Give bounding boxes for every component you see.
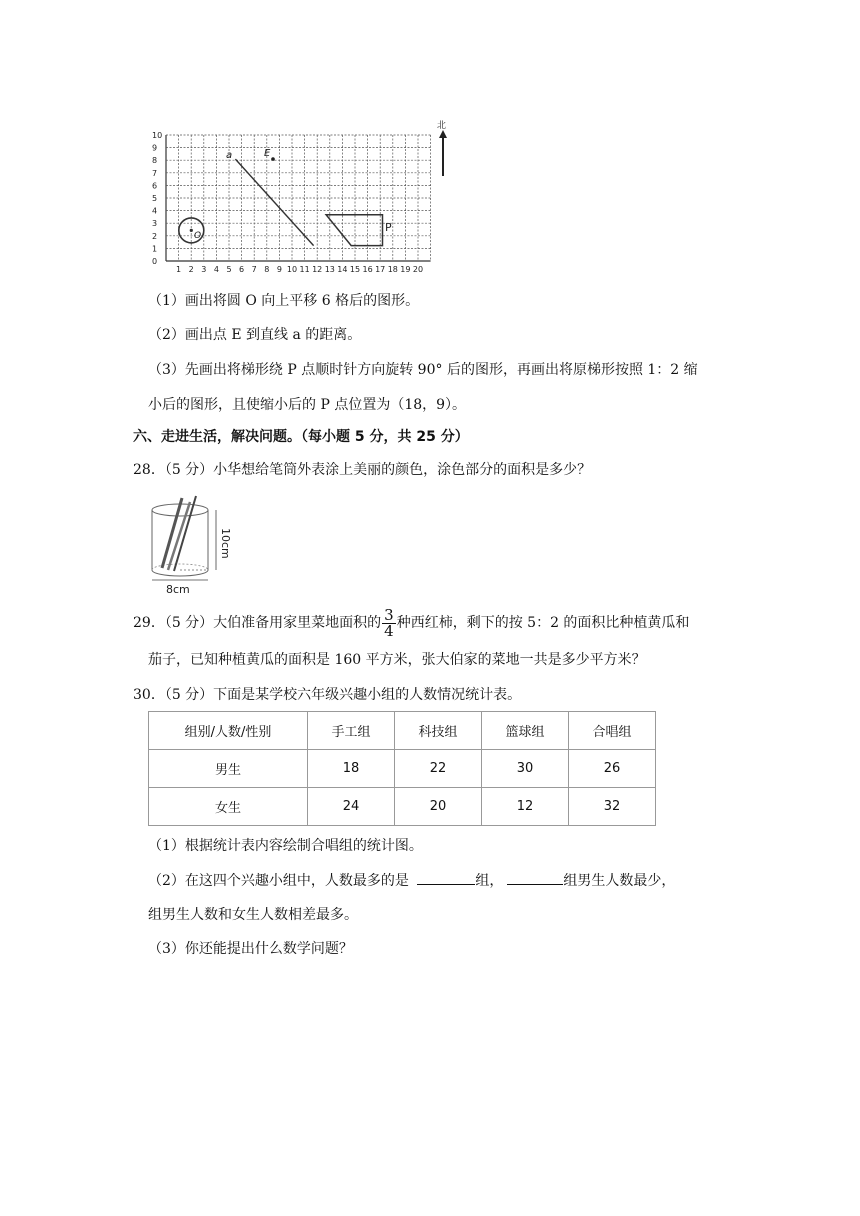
table-cell: 30 (482, 750, 569, 788)
q30-item-2-part-b: 组， (475, 873, 504, 889)
q29-text-before: 29．（5 分）大伯准备用家里菜地面积的 (133, 615, 382, 631)
x-tick-label: 9 (276, 265, 282, 274)
x-tick-label: 3 (201, 265, 207, 274)
interest-group-stats-table (148, 711, 656, 826)
grid-lines (166, 135, 431, 261)
table-cell: 26 (569, 750, 656, 788)
north-arrow-head (439, 130, 447, 138)
y-tick-label: 1 (152, 244, 158, 254)
point-e-dot (271, 157, 275, 161)
q30-item-2 (148, 870, 675, 891)
answer-blank-1[interactable] (417, 870, 475, 885)
x-tick-label: 14 (337, 265, 348, 274)
x-tick-label: 20 (412, 265, 424, 274)
y-tick-label: 9 (152, 143, 158, 153)
table-cell: 20 (395, 788, 482, 826)
x-tick-label: 10 (286, 265, 298, 274)
table-cell: 男生 (149, 750, 308, 788)
q30-item-2-part-c: 组男生人数最少， (563, 873, 676, 889)
y-tick-label: 6 (152, 181, 158, 191)
label-p: P (385, 221, 392, 234)
trapezoid (326, 215, 382, 246)
x-tick-label: 19 (400, 265, 411, 274)
table-cell: 24 (308, 788, 395, 826)
x-tick-label: 16 (362, 265, 373, 274)
y-tick-label: 8 (152, 156, 158, 166)
y-tick-label: 3 (152, 219, 158, 229)
table-header-cell: 篮球组 (482, 712, 569, 750)
pen-holder-figure (146, 492, 234, 598)
x-tick-label: 11 (299, 265, 310, 274)
q29-line-2: 茄子，已知种植黄瓜的面积是 160 平方米，张大伯家的菜地一共是多少平方米？ (148, 652, 646, 668)
table-cell: 22 (395, 750, 482, 788)
q27-item-3-cont: 小后的图形，且使缩小后的 P 点位置为（18，9）。 (148, 397, 467, 413)
x-tick-label: 2 (188, 265, 194, 274)
x-tick-label: 12 (312, 265, 323, 274)
x-tick-label: 6 (239, 265, 245, 274)
table-cell: 女生 (149, 788, 308, 826)
q29-text-after: 种西红柿，剩下的按 5：2 的面积比种植黄瓜和 (396, 615, 690, 631)
table-header-cell: 合唱组 (569, 712, 656, 750)
label-o: O (194, 231, 202, 241)
table-cell: 32 (569, 788, 656, 826)
q28-text: 28．（5 分）小华想给笔筒外表涂上美丽的颜色，涂色部分的面积是多少？ (133, 462, 592, 478)
y-tick-label: 5 (152, 194, 158, 203)
section-6-title: 六、走进生活，解决问题。（每小题 5 分，共 25 分） (133, 429, 469, 445)
q30-item-1: （1）根据统计表内容绘制合唱组的统计图。 (148, 838, 423, 854)
x-tick-label: 5 (226, 265, 232, 274)
table-header-cell: 组别/人数/性别 (149, 712, 308, 750)
fraction-denominator: 4 (384, 621, 394, 640)
y-axis-ticks (152, 131, 162, 266)
q27-item-1: （1）画出将圆 O 向上平移 6 格后的图形。 (148, 293, 420, 309)
fraction-numerator: 3 (384, 605, 394, 624)
table-row (149, 750, 656, 788)
x-tick-label: 13 (324, 265, 335, 274)
x-tick-label: 15 (349, 265, 361, 274)
center-o-dot (190, 229, 193, 232)
width-label: 8cm (166, 583, 190, 596)
x-tick-label: 8 (264, 265, 270, 274)
cylinder-bottom (152, 570, 208, 576)
label-e: E (264, 148, 271, 159)
north-label: 北 (437, 121, 447, 131)
x-tick-label: 17 (375, 265, 386, 274)
cylinder-bottom-back (152, 564, 208, 570)
q30-item-2-part-a: （2）在这四个兴趣小组中，人数最多的是 (148, 873, 409, 889)
x-tick-label: 18 (387, 265, 398, 274)
table-header-cell: 科技组 (395, 712, 482, 750)
y-tick-label: 2 (152, 231, 158, 241)
table-cell: 12 (482, 788, 569, 826)
height-label: 10cm (219, 528, 232, 559)
x-tick-label: 7 (251, 265, 257, 274)
y-tick-label: 4 (152, 206, 158, 216)
q30-text: 30．（5 分）下面是某学校六年级兴趣小组的人数情况统计表。 (133, 687, 522, 703)
x-tick-label: 1 (176, 265, 182, 274)
label-a: a (226, 150, 233, 161)
coordinate-grid-figure (148, 116, 460, 278)
q30-item-3: （3）你还能提出什么数学问题？ (148, 941, 353, 957)
q29-line-1 (133, 606, 689, 640)
fraction-three-quarters (382, 605, 396, 640)
q30-item-2-line-2: 组男生人数和女生人数相差最多。 (148, 907, 358, 923)
table-cell: 18 (308, 750, 395, 788)
table-row (149, 788, 656, 826)
line-a (235, 159, 313, 246)
q27-item-3: （3）先画出将梯形绕 P 点顺时针方向旋转 90° 后的图形，再画出将原梯形按照 1：2 缩 (148, 362, 698, 378)
y-tick-label: 0 (152, 257, 158, 266)
y-tick-label: 7 (152, 168, 158, 178)
table-header-cell: 手工组 (308, 712, 395, 750)
y-tick-label: 10 (152, 131, 163, 140)
q27-item-2: （2）画出点 E 到直线 a 的距离。 (148, 327, 362, 343)
x-axis-ticks (176, 265, 423, 274)
pen-3 (174, 496, 196, 571)
x-tick-label: 4 (213, 265, 219, 274)
answer-blank-2[interactable] (507, 870, 563, 885)
table-header-row (149, 712, 656, 750)
